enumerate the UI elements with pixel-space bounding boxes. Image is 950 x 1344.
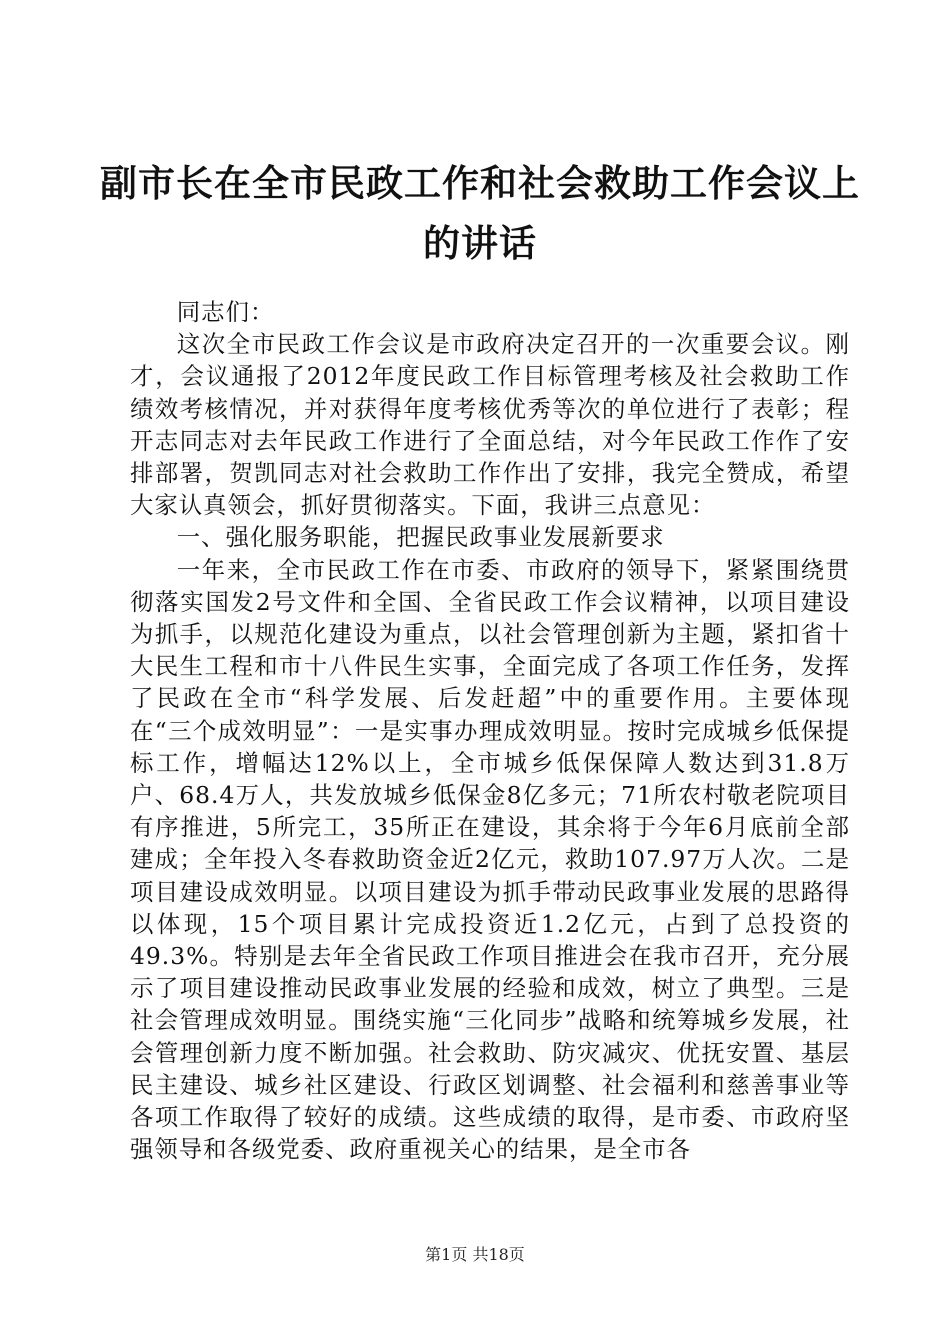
document-body [130,296,850,1165]
document-title-continued: 的讲话 [423,221,537,265]
salutation: 同志们： [176,298,275,326]
document-title: 副市长在全市民政工作和社会救助工作会议上 [100,161,860,205]
paragraph: 这次全市民政工作会议是市政府决定召开的一次重要会议。刚才，会议通报了2012年度民政工作目标管理考核及社会救助工作绩效考核情况，并对获得年度考核优秀等次的单位进行了表彰；程开志同志对去年民政工作进行了全面总结，对今年民政工作作了安排部署，贺凯同志对社会救助工作作出了安排，我完全赞成，希望大家认真领会，抓好贯彻落实。下面，我讲三点意见： [130,330,850,520]
page-number: 第1页 共18页 [425,1245,525,1264]
paragraph: 一年来，全市民政工作在市委、市政府的领导下，紧紧围绕贯彻落实国发2号文件和全国、全省民政工作会议精神，以项目建设为抓手，以规范化建设为重点，以社会管理创新为主题，紧扣省十大民生工程和市十八件民生实事，全面完成了各项工作任务，发挥了民政在全市“科学发展、后发赶超”中的重要作用。主要体现在“三个成效明显”：一是实事办理成效明显。按时完成城乡低保提标工作，增幅达12%以上，全市城乡低保保障人数达到31.8万户、68.4万人，共发放城乡低保金8亿多元；71所农村敬老院项目有序推进，5所完工，35所正在建设，其余将于今年6月底前全部建成；全年投入冬春救助资金近2亿元，救助107.97万人次。二是项目建设成效明显。以项目建设为抓手带动民政事业发展的思路得以体现，15个项目累计完成投资近1.2亿元，占到了总投资的49.3%。特别是去年全省民政工作项目推进会在我市召开，充分展示了项目建设推动民政事业发展的经验和成效，树立了典型。三是社会管理成效明显。围绕实施“三化同步”战略和统筹城乡发展，社会管理创新力度不断加强。社会救助、防灾减灾、优抚安置、基层民主建设、城乡社区建设、行政区划调整、社会福利和慈善事业等各项工作取得了较好的成绩。这些成绩的取得，是市委、市政府坚强领导和各级党委、政府重视关心的结果，是全市各 [130,555,850,1164]
section-heading: 一、强化服务职能，把握民政事业发展新要求 [176,523,665,552]
